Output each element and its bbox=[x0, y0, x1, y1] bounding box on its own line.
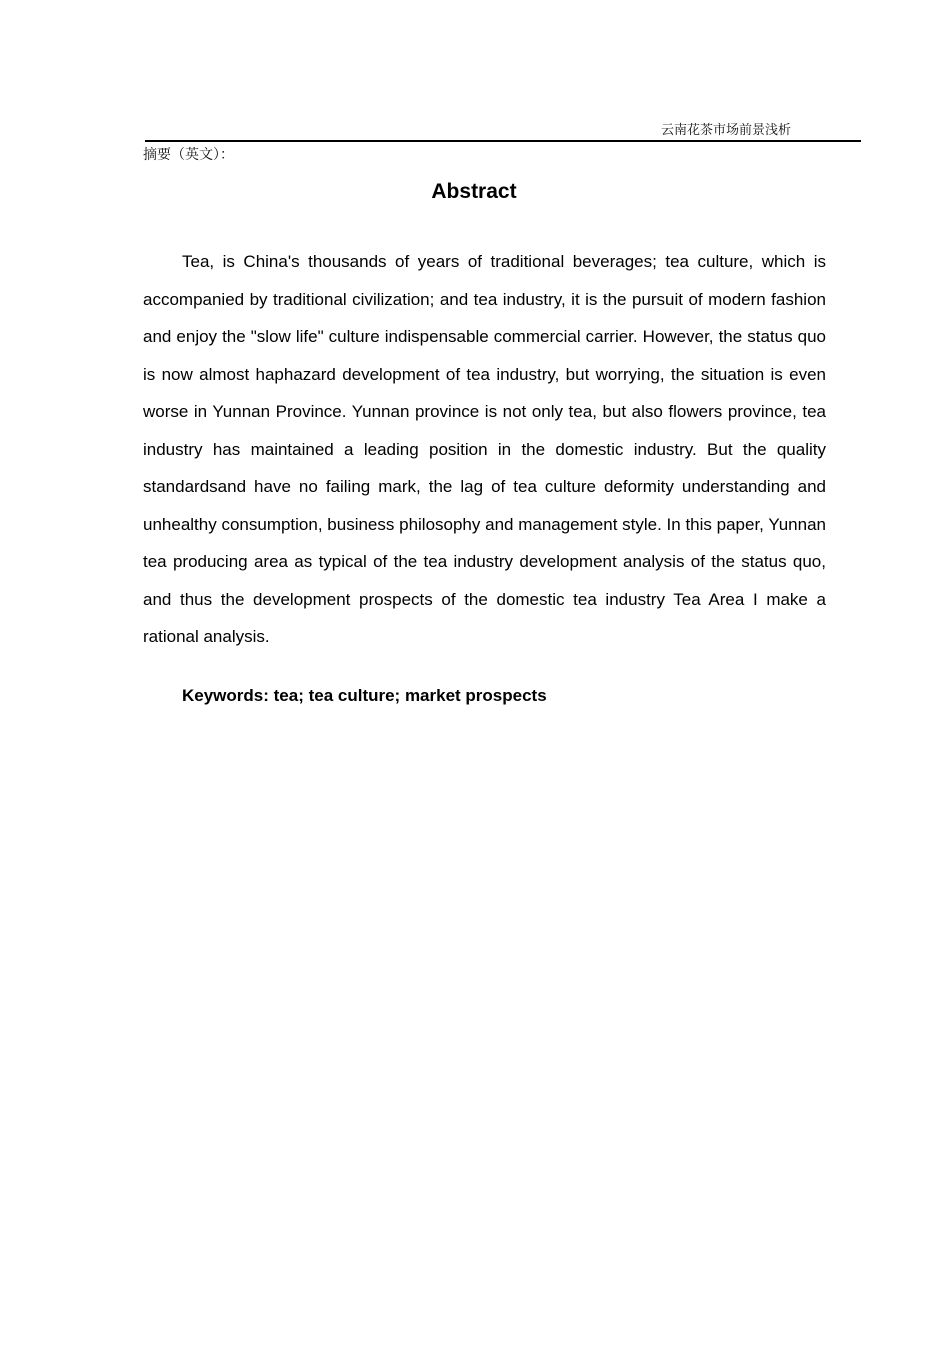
abstract-body: Tea, is China's thousands of years of traditional beverages; tea culture, which is accompanied by traditional civilization; and tea industry, it is the pursuit of modern fashion and enjoy the "slow life" culture indispensable commercial carrier. However, the status quo is now almost haphazard development of tea industry, but worrying, the situation is even worse in Yunnan Province. Yunnan province is not only tea, but also flowers province, tea industry has maintained a leading position in the domestic industry. But the quality standardsand have no failing mark, the lag of tea culture deformity understanding and unhealthy consumption, business philosophy and management style. In this paper, Yunnan tea producing area as typical of the tea industry development analysis of the status quo, and thus the development prospects of the domestic tea industry Tea Area I make a rational analysis. bbox=[143, 252, 826, 646]
keywords: Keywords: tea; tea culture; market prospects bbox=[182, 686, 547, 705]
running-header: 云南花茶市场前景浅析 bbox=[661, 123, 792, 138]
section-label: 摘要（英文）： bbox=[143, 147, 234, 163]
abstract-title: Abstract bbox=[431, 180, 517, 203]
header-rule bbox=[145, 140, 861, 142]
